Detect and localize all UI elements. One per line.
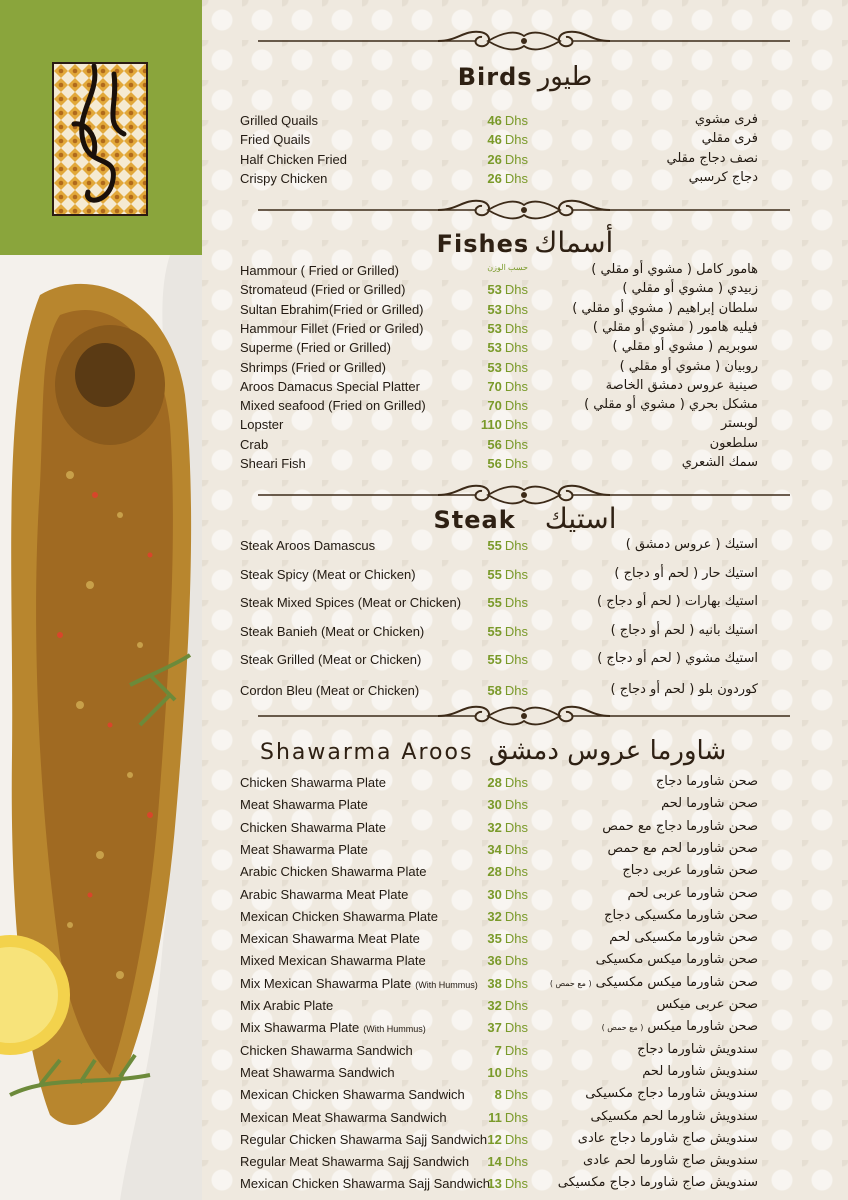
item-name-en: Mexican Chicken Shawarma Sajj Sandwich	[240, 1176, 491, 1192]
item-name-ar-text: سندويش شاورما دجاج مكسيكى	[585, 1086, 758, 1102]
item-name-ar	[667, 151, 758, 166]
item-name-ar-text: استيك حار ( لحم أو دجاج )	[614, 565, 758, 581]
item-name-ar	[702, 131, 758, 146]
item-name-en: Mix Mexican Shawarma Plate	[240, 975, 412, 991]
price-value: 70	[487, 378, 502, 394]
item-price	[472, 360, 528, 375]
price-value: 26	[487, 170, 502, 186]
menu-item	[202, 437, 848, 457]
price-currency: Dhs	[504, 595, 528, 610]
menu-page	[202, 0, 848, 1200]
item-name-ar-text: صحن شاورما عربى دجاج	[622, 863, 758, 879]
menu-item	[202, 282, 848, 302]
item-name-ar	[607, 841, 758, 856]
price-currency: Dhs	[504, 908, 528, 924]
item-name-ar-text: سلطعون	[709, 435, 758, 451]
item-name-ar-text: صحن شاورما عربى لحم	[627, 885, 758, 901]
price-value: 26	[487, 151, 502, 167]
item-price	[472, 976, 528, 991]
item-name-en: Mix Arabic Plate	[240, 998, 334, 1013]
item-name-ar-text: صحن شاورما لحم مع حمص	[607, 840, 758, 856]
item-name-ar-text: سندويش شاورما دجاج	[637, 1041, 758, 1057]
price-value: 32	[487, 819, 502, 835]
item-name-en: Steak Grilled (Meat or Chicken)	[240, 652, 422, 667]
item-name-en: Arabic Chicken Shawarma Plate	[240, 864, 427, 880]
price-currency: Dhs	[504, 841, 528, 857]
item-name-ar-text: سوبريم ( مشوي أو مقلي )	[612, 339, 758, 355]
item-price	[472, 775, 528, 790]
item-name-en: Mexican Chicken Shawarma Plate	[240, 908, 438, 924]
price-currency: Dhs	[504, 301, 528, 317]
item-name-en: Steak Spicy (Meat or Chicken)	[240, 566, 416, 582]
menu-item	[202, 321, 848, 341]
price-currency: Dhs	[504, 623, 528, 639]
item-name-ar-text: مشكل بحري ( مشوي أو مقلي )	[584, 397, 758, 413]
price-value: 10	[487, 1064, 502, 1080]
price-currency: Dhs	[504, 1154, 528, 1170]
price-currency: Dhs	[504, 340, 528, 356]
item-price	[472, 263, 528, 272]
item-price	[472, 1020, 528, 1035]
price-currency: Dhs	[504, 886, 528, 902]
menu-item	[202, 842, 848, 862]
item-name-ar	[590, 1109, 758, 1124]
item-name-ar-text: فرى مقلي	[701, 131, 758, 147]
item-price	[472, 456, 528, 471]
item-name-en: Chicken Shawarma Sandwich	[240, 1042, 413, 1058]
item-name-ar-text: سندويش صاج شاورما دجاج عادى	[577, 1130, 758, 1146]
item-price	[472, 171, 528, 186]
ornament-divider	[258, 28, 790, 54]
item-name-en: Mix Shawarma Plate	[240, 1020, 360, 1036]
item-name-ar-text: سندويش صاج شاورما دجاج مكسيكى	[557, 1175, 758, 1191]
menu-item	[202, 998, 848, 1018]
item-price	[472, 282, 528, 297]
price-currency: Dhs	[504, 456, 528, 471]
price-currency: Dhs	[504, 1176, 528, 1192]
item-price	[472, 1132, 528, 1147]
menu-item	[202, 417, 848, 437]
menu-item	[202, 909, 848, 929]
item-price	[472, 302, 528, 317]
item-name-en: Mexican Shawarma Meat Plate	[240, 931, 420, 947]
menu-item	[202, 132, 848, 152]
item-name-ar	[656, 774, 758, 789]
item-name-en: Meat Shawarma Plate	[240, 797, 368, 813]
price-value: 32	[487, 908, 502, 924]
price-currency: Dhs	[504, 1109, 528, 1125]
item-name-ar	[578, 1131, 758, 1146]
section-title-fishes: Fishes أسماك	[436, 226, 614, 259]
item-name-en: Grilled Quails	[240, 113, 319, 128]
item-name-ar	[620, 359, 758, 374]
item-name-ar	[613, 339, 759, 354]
item-name-ar	[614, 566, 758, 581]
item-name-en: Meat Shawarma Sandwich	[240, 1064, 395, 1080]
item-price	[472, 931, 528, 946]
price-value: 8	[494, 1087, 502, 1103]
item-price	[472, 864, 528, 879]
item-price	[472, 567, 528, 582]
price-value: 53	[487, 301, 502, 317]
item-name-en: Hammour Fillet (Fried or Griled)	[240, 320, 424, 336]
item-price	[472, 998, 528, 1013]
price-value: 58	[487, 683, 502, 698]
menu-item	[202, 1020, 848, 1040]
item-price	[472, 437, 528, 452]
item-name-ar-text: نصف دجاج مقلي	[666, 150, 758, 166]
price-currency: Dhs	[504, 132, 528, 148]
item-name-ar	[721, 416, 758, 431]
item-name-ar	[710, 436, 758, 451]
item-name-ar	[695, 112, 758, 127]
item-name-en: Superme (Fried or Grilled)	[240, 340, 391, 356]
item-price	[472, 1110, 528, 1125]
item-name-ar	[550, 975, 758, 990]
price-currency: Dhs	[504, 113, 528, 128]
item-name-en: Lopster	[240, 417, 284, 433]
price-value: 70	[487, 398, 502, 414]
item-price	[472, 1087, 528, 1102]
menu-item	[202, 820, 848, 840]
price-value: 30	[487, 886, 502, 902]
item-name-en: Chicken Shawarma Plate	[240, 819, 386, 835]
item-name-ar-text: استيك ( عروس دمشق )	[625, 537, 758, 552]
section-title-birds: Birds طيور	[457, 62, 593, 92]
item-price	[472, 398, 528, 413]
price-value: 55	[487, 538, 502, 553]
item-note-ar: ( مع حمص )	[601, 1023, 644, 1033]
item-name-ar	[596, 952, 758, 967]
menu-item	[202, 624, 848, 644]
price-value: 53	[487, 282, 502, 298]
item-name-ar	[637, 1042, 758, 1057]
menu-item	[202, 1132, 848, 1152]
item-name-ar	[602, 819, 758, 834]
item-price	[472, 1154, 528, 1169]
item-price	[472, 909, 528, 924]
item-name-en: Sheari Fish	[240, 456, 306, 471]
price-value: حسب الوزن	[487, 263, 528, 272]
item-name-ar	[611, 623, 758, 638]
price-value: 30	[487, 797, 502, 813]
item-name-ar	[622, 863, 758, 878]
price-value: 46	[487, 132, 502, 148]
price-value: 12	[487, 1131, 502, 1147]
price-value: 36	[487, 953, 502, 969]
item-name-ar	[682, 455, 758, 470]
item-name-ar	[584, 397, 758, 412]
item-name-ar	[611, 682, 758, 697]
price-value: 32	[487, 998, 502, 1013]
item-name-en: Mixed Mexican Shawarma Plate	[240, 953, 426, 969]
menu-item	[202, 595, 848, 615]
menu-item	[202, 538, 848, 558]
price-value: 46	[487, 113, 502, 128]
menu-item	[202, 953, 848, 973]
item-price	[472, 683, 528, 698]
price-currency: Dhs	[504, 151, 528, 167]
price-value: 13	[487, 1176, 502, 1192]
item-name-ar	[609, 930, 758, 945]
item-name-en: Regular Chicken Shawarma Sajj Sandwich	[240, 1131, 488, 1147]
price-currency: Dhs	[504, 683, 528, 698]
menu-item	[202, 1176, 848, 1196]
item-price	[472, 595, 528, 610]
item-price	[472, 953, 528, 968]
item-name-ar	[558, 1175, 758, 1190]
price-currency: Dhs	[504, 931, 528, 947]
menu-item	[202, 340, 848, 360]
menu-item	[202, 152, 848, 172]
section-title-shawarma: Shawarma Aroos شاورما عروس دمشق	[260, 736, 727, 766]
item-name-en: Crispy Chicken	[240, 170, 328, 186]
item-note-ar: ( مع حمص )	[549, 978, 592, 988]
price-currency: Dhs	[504, 1064, 528, 1080]
item-name-ar	[661, 796, 758, 811]
item-name-en: Fried Quails	[240, 132, 311, 148]
item-name-en: Half Chicken Fried	[240, 151, 347, 167]
price-currency: Dhs	[504, 652, 528, 667]
price-value: 56	[487, 436, 502, 452]
item-price	[472, 820, 528, 835]
menu-item	[202, 864, 848, 884]
price-value: 38	[487, 975, 502, 991]
menu-item	[202, 379, 848, 399]
price-currency: Dhs	[504, 1042, 528, 1058]
item-name-ar	[597, 651, 758, 666]
price-value: 55	[487, 652, 502, 667]
item-name-ar	[602, 1019, 758, 1034]
price-value: 11	[488, 1109, 502, 1125]
item-name-en: Mexican Chicken Shawarma Sandwich	[240, 1087, 465, 1103]
price-currency: Dhs	[504, 1020, 528, 1036]
item-name-ar-text: صحن شاورما لحم	[661, 796, 758, 812]
item-price	[472, 887, 528, 902]
menu-item	[202, 1065, 848, 1085]
item-name-ar-text: لوبستر	[721, 416, 758, 432]
item-name-en: Cordon Bleu (Meat or Chicken)	[240, 683, 420, 698]
item-name-ar-text: سندويش صاج شاورما لحم عادى	[582, 1153, 758, 1169]
item-name-ar-text: صحن شاورما ميكس	[647, 1019, 758, 1035]
item-price	[472, 797, 528, 812]
item-name-ar-text: صحن شاورما مكسيكى لحم	[609, 930, 758, 946]
restaurant-logo	[52, 62, 148, 216]
item-price	[472, 417, 528, 432]
item-price	[472, 152, 528, 167]
item-name-ar-text: روبيان ( مشوي أو مقلي )	[619, 358, 758, 374]
item-price	[472, 1176, 528, 1191]
item-name-en: Steak Banieh (Meat or Chicken)	[240, 623, 425, 639]
price-value: 53	[487, 340, 502, 356]
item-name-en: Meat Shawarma Plate	[240, 841, 368, 857]
fish-dish-photo	[0, 255, 202, 1200]
item-name-ar-text: فيليه هامور ( مشوي أو مقلي )	[592, 319, 758, 335]
item-price	[472, 321, 528, 336]
price-currency: Dhs	[504, 775, 528, 790]
item-name-ar-text: سلطان إبراهيم ( مشوي أو مقلي )	[572, 300, 758, 316]
item-price	[472, 113, 528, 128]
price-currency: Dhs	[504, 282, 528, 298]
price-currency: Dhs	[504, 797, 528, 813]
item-name-ar-text: صحن شاورما ميكس مكسيكى	[595, 952, 758, 968]
item-name-ar-text: زبيدي ( مشوي أو مقلي )	[622, 281, 758, 297]
item-name-ar	[591, 262, 758, 277]
price-currency: Dhs	[504, 417, 528, 433]
item-name-ar-text: صينية عروس دمشق الخاصة	[605, 377, 758, 393]
menu-item	[202, 1110, 848, 1130]
price-currency: Dhs	[504, 953, 528, 969]
item-name-ar-text: فرى مشوي	[694, 112, 758, 127]
price-value: 55	[487, 566, 502, 582]
item-name-en: Steak Aroos Damascus	[240, 538, 376, 553]
price-value: 53	[487, 320, 502, 336]
item-name-ar	[585, 1086, 758, 1101]
item-price	[472, 1043, 528, 1058]
ornament-divider	[258, 703, 790, 729]
price-currency: Dhs	[504, 566, 528, 582]
item-name-ar-text: هامور كامل ( مشوي أو مقلي )	[591, 262, 758, 277]
item-name-en: Mexican Meat Shawarma Sandwich	[240, 1109, 447, 1125]
menu-item	[202, 652, 848, 672]
item-name-ar-text: استيك مشوي ( لحم أو دجاج )	[597, 651, 758, 666]
price-currency: Dhs	[504, 819, 528, 835]
item-price	[472, 1065, 528, 1080]
item-name-en: Aroos Damacus Special Platter	[240, 378, 420, 394]
item-name-en: Hammour ( Fried or Grilled)	[240, 263, 399, 278]
price-value: 14	[487, 1154, 502, 1170]
menu-item	[202, 113, 848, 133]
item-name-wrap	[240, 1020, 426, 1035]
item-name-en: Regular Meat Shawarma Sajj Sandwich	[240, 1154, 470, 1170]
item-price	[472, 340, 528, 355]
item-name-ar	[583, 1153, 758, 1168]
price-currency: Dhs	[504, 378, 528, 394]
item-name-ar	[606, 378, 758, 393]
menu-item	[202, 887, 848, 907]
menu-item	[202, 263, 848, 283]
menu-item	[202, 797, 848, 817]
item-name-ar-text: سمك الشعري	[681, 455, 758, 470]
menu-item	[202, 1087, 848, 1107]
price-currency: Dhs	[504, 538, 528, 553]
item-price	[472, 842, 528, 857]
item-name-en: Chicken Shawarma Plate	[240, 775, 386, 790]
item-name-ar	[689, 170, 758, 185]
item-name-ar	[604, 908, 758, 923]
price-value: 28	[487, 775, 502, 790]
item-name-ar	[597, 594, 758, 609]
item-name-en: Sultan Ebrahim(Fried or Grilled)	[240, 301, 424, 317]
item-price	[472, 624, 528, 639]
item-note-en: (With Hummus)	[415, 979, 478, 990]
section-title-steak: Steak استيك	[433, 502, 617, 535]
price-value: 55	[487, 595, 502, 610]
item-name-ar-text: استيك بهارات ( لحم أو دجاج )	[596, 594, 758, 609]
item-name-ar	[656, 997, 758, 1012]
price-currency: Dhs	[504, 864, 528, 880]
item-name-en: Arabic Shawarma Meat Plate	[240, 886, 409, 902]
price-value: 34	[487, 841, 502, 857]
price-currency: Dhs	[504, 359, 528, 375]
item-note-en: (With Hummus)	[363, 1024, 426, 1035]
price-value: 53	[487, 359, 502, 375]
item-name-ar-text: كوردون بلو ( لحم أو دجاج )	[610, 682, 758, 697]
menu-item	[202, 1154, 848, 1174]
item-name-ar-text: سندويش شاورما لحم	[642, 1063, 758, 1079]
item-name-ar-text: استيك بانيه ( لحم أو دجاج )	[610, 622, 758, 638]
price-currency: Dhs	[504, 320, 528, 336]
item-name-ar-text: صحن شاورما مكسيكى دجاج	[604, 907, 758, 923]
left-panel	[0, 0, 202, 1200]
item-price	[472, 538, 528, 553]
item-name-ar-text: دجاج كرسبي	[688, 169, 758, 185]
item-name-ar-text: صحن شاورما دجاج مع حمص	[602, 818, 758, 834]
item-price	[472, 379, 528, 394]
price-value: 28	[487, 864, 502, 880]
price-value: 35	[487, 931, 502, 947]
item-price	[472, 132, 528, 147]
item-name-ar	[628, 886, 758, 901]
menu-item	[202, 456, 848, 476]
menu-item	[202, 360, 848, 380]
item-name-ar	[626, 537, 758, 552]
menu-item	[202, 398, 848, 418]
item-name-ar-text: صحن عربى ميكس	[656, 997, 758, 1012]
price-value: 56	[487, 456, 502, 471]
menu-item	[202, 567, 848, 587]
menu-item	[202, 976, 848, 996]
item-name-ar	[572, 301, 758, 316]
price-value: 7	[494, 1042, 502, 1058]
item-name-ar-text: صحن شاورما دجاج	[655, 774, 758, 789]
price-currency: Dhs	[504, 975, 528, 991]
menu-item	[202, 683, 848, 703]
item-name-en: Steak Mixed Spices (Meat or Chicken)	[240, 595, 462, 610]
menu-item	[202, 931, 848, 951]
menu-item	[202, 302, 848, 322]
item-name-ar	[593, 320, 758, 335]
price-value: 110	[480, 417, 502, 433]
price-currency: Dhs	[504, 436, 528, 452]
item-name-en: Mixed seafood (Fried on Grilled)	[240, 398, 426, 414]
price-currency: Dhs	[504, 398, 528, 414]
item-name-en: Shrimps (Fried or Grilled)	[240, 359, 386, 375]
item-name-ar-text: سندويش شاورما لحم مكسيكى	[590, 1108, 758, 1124]
menu-item	[202, 171, 848, 191]
price-currency: Dhs	[504, 170, 528, 186]
price-value: 55	[487, 623, 502, 639]
price-value: 37	[487, 1020, 502, 1036]
item-name-en: Stromateud (Fried or Grilled)	[240, 282, 406, 298]
ornament-divider	[258, 197, 790, 223]
menu-item	[202, 775, 848, 795]
item-name-ar	[622, 281, 758, 296]
price-currency: Dhs	[504, 998, 528, 1013]
item-name-en: Crab	[240, 436, 269, 452]
menu-item	[202, 1043, 848, 1063]
item-name-ar	[642, 1064, 758, 1079]
item-price	[472, 652, 528, 667]
price-currency: Dhs	[504, 1087, 528, 1103]
item-name-ar-text: صحن شاورما ميكس مكسيكى	[595, 974, 758, 990]
price-currency: Dhs	[504, 1131, 528, 1147]
item-name-wrap	[240, 976, 478, 991]
